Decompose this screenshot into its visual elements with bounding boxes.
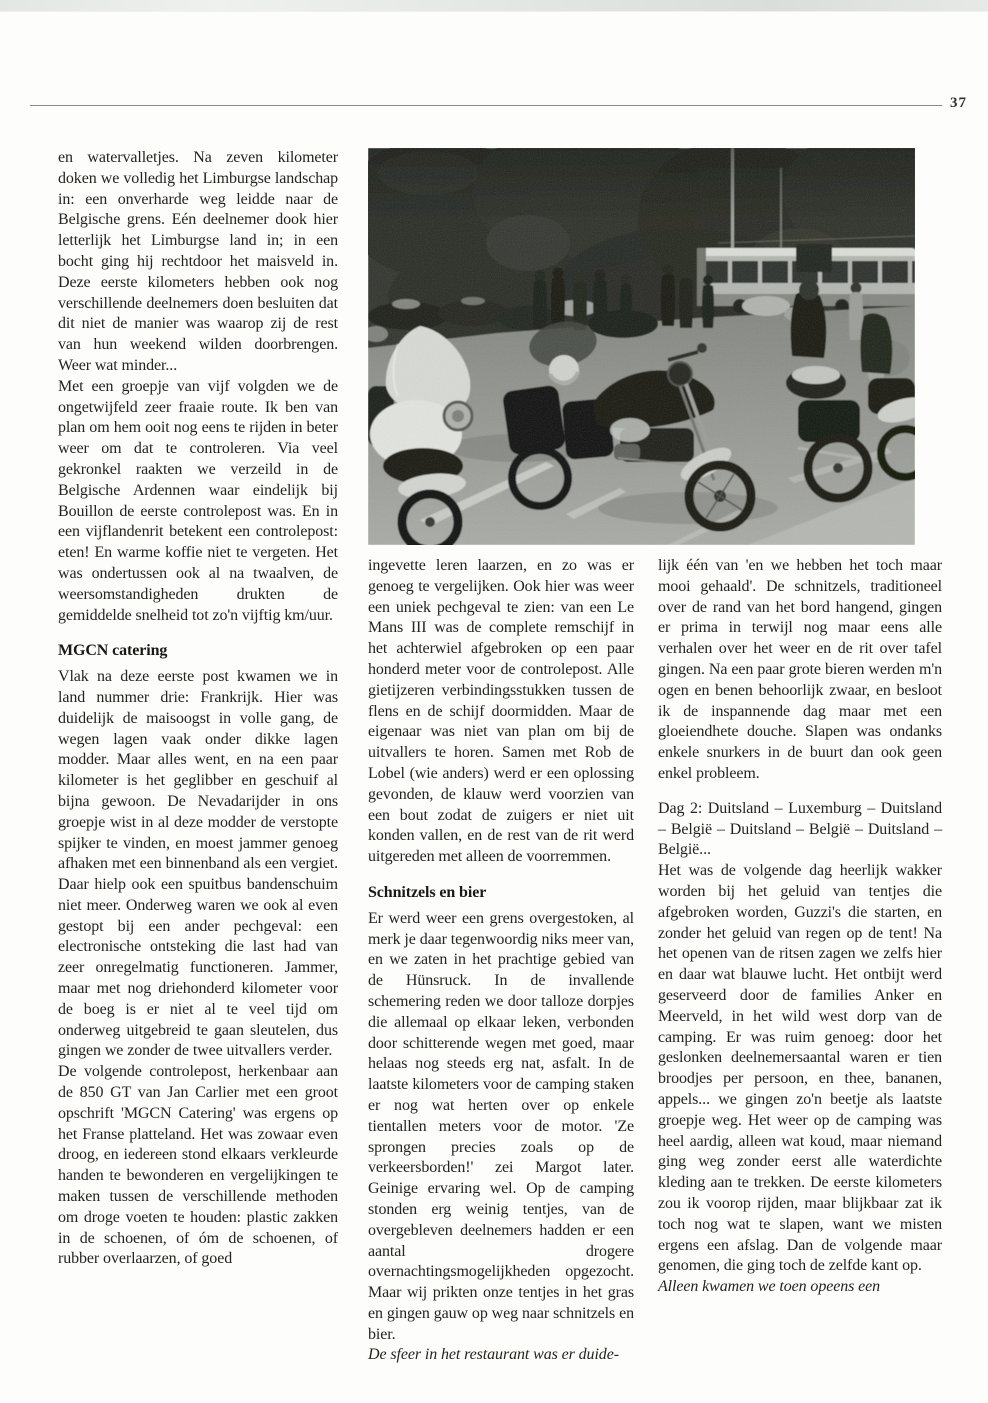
paragraph: De sfeer in het restaurant was er duide- [368,1346,619,1364]
motorcycles-photo-art [368,148,915,545]
paragraph: lijk één van 'en we hebben het toch maar mooi gehaald'. De schnitzels, traditioneel over de rand van het bord hangend, gingen er prima in terwijl nog maar eens alle verhalen over het weer en de rit over tafel gingen. Na een paar grote bieren werden m'n ogen en benen behoorlijk zwaar, en besloot ik de inspannende dag maar met een gloeiendhete douche. Slapen was ondanks enkele snurkers in de buurt dan ook geen enkel probleem. [658,557,942,782]
page-number: 37 [950,95,967,111]
page-top-band [0,0,988,12]
paragraph: De volgende controlepost, herkenbaar aan de 850 GT van Jan Carlier met een groot opschrift 'MGCN Catering' was ergens op het Franse platteland. Het was zowaar even droog, en iedereen stond elkaars verkleurde handen te bewonderen en vergelijkingen te maken tussen de verschillende methoden om droge voeten te houden: plastic zakken in de schoenen, of óm de schoenen, of rubber overlaarzen, of goed [58,1063,338,1268]
paragraph: Dag 2: Duitsland – Luxemburg – Duitsland – België – Duitsland – België – Duitsland – België... [658,799,942,859]
photo-grain [368,148,915,545]
section-heading: Schnitzels en bier [368,883,487,901]
paragraph: en watervalletjes. Na zeven kilometer doken we volledig het Limburgse landschap in: een onverharde weg leidde naar de Belgische grens. Eén deelnemer dook hier letterlijk het Limburgse land in; in een bocht ging hij rechtdoor het maisveld in. Deze eerste kilometers hebben ook nog verschillende deelnemers doen besluiten dat dit niet de manier was waarop zij de rest van hun weekend wilden doorbrengen. Weer wat minder... [58,149,338,374]
paragraph: Met een groepje van vijf volgden we de ongetwijfeld zeer fraaie route. Ik ben van plan om hem ooit nog eens te rijden in beter weer om dat te controleren. Via veel gekronkel raakten we verzeild in de Belgische Ardennen waar eindelijk bij Bouillon de eerste controlepost was. En in een vijflandenrit betekent een controlepost: eten! En warme koffie niet te vergeten. Het was ondertussen ook al na twaalven, de weersomstandigheden drukten de gemiddelde snelheid tot zo'n vijftig km/uur. [58,377,338,624]
paragraph: Alleen kwamen we toen opeens een [658,1278,881,1296]
paragraph: Het was de volgende dag heerlijk wakker worden bij het geluid van tentjes die afgebroken worden, Guzzi's die starten, en zonder het geluid van regen op de tent! Na het openen van de ritsen zagen we zelfs hier en daar wat blauwe lucht. Het ontbijt werd geserveerd door de families Anker en Meerveld, in het wild west dorp van de camping. Er was ruim genoeg: door het geslonken deelnemersaantal waren er tien broodjes per persoon, en thee, bananen, appels... we gingen zo'n beetje als laatste groepje weg. Het weer op de camping was heel aardig, alleen wat koud, maar niemand ging weg zonder eerst alle waterdichte kleding aan te trekken. De eerste kilometers zou ik voorop rijden, maar blijkbaar zat ik toch nog wat te slapen, want we misten ergens een afslag. Dan de volgende maar genomen, die ging toch de zelfde kant op. [658,862,942,1275]
motorcycles-photo [368,148,915,545]
paragraph: Vlak na deze eerste post kwamen we in land nummer drie: Frankrijk. Hier was duidelijk de maisoogst in volle gang, de wegen lagen vaak onder dikke lagen modder. Maar alles went, en na een paar kilometer is het geglibber en geschuif al bijna gewoon. De Nevadarijder in ons groepje wist in al deze modder de verstopte spijker te vinden, en moest jammer genoeg afhaken met een binnenband als een vergiet. Daar hielp ook een spuitbus bandenschuim niet meer. Onderweg waren we ook al even gestopt bij een ander pechgeval: een electronische ontsteking die last had van zeer onregelmatig functioneren. Jammer, maar met nog driehonderd kilometer voor de boeg is er niet al te veel tijd om onderweg uitgebreid te gaan sleutelen, dus gingen we zonder de twee uitvallers verder. [58,668,338,1060]
paragraph: ingevette leren laarzen, en zo was er genoeg te vergelijken. Ook hier was weer een uniek pechgeval te zien: van een Le Mans III was de complete remschijf in het achterwiel afgebroken op een paar honderd meter voor de controlepost. Alle gietijzeren verbindingsstukken tussen de flens en de schijf doormidden. Maar de eigenaar was niet van plan om bij de uitvallers te horen. Samen met Rob de Lobel (wie anders) werd er een oplossing gevonden, de klauw werd voorzien van een bout zodat de zuigers er niet uit konden vallen, en de rest van de rit werd uitgereden met alleen de voorremmen. [368,557,634,866]
section-heading: MGCN catering [58,642,168,660]
text-column-3 [658,556,942,1298]
text-column-1 [58,148,338,1270]
paragraph: Er werd weer een grens overgestoken, al merk je daar tegenwoordig niks meer van, en we zaten in het prachtige gebied van de Hünsruck. In de invallende schemering reden we door talloze dorpjes die allemaal op elkaar leken, verbonden door schitterende wegen met goed, maar helaas nog steeds erg nat, asfalt. In de laatste kilometers voor de camping staken er nog wat herten over op enkele tientallen meters voor de motor. 'Ze sprongen precies zoals op de verkeersborden!' zei Margot later. Geinige ervaring wel. Op de camping stonden erg weinig tentjes, van de overgebleven deelnemers hadden er een aantal drogere overnachtingsmogelijkheden opgezocht. Maar wij prikten onze tentjes in het gras en gingen gauw op weg naar schnitzels en bier. [368,909,634,1343]
header-rule [30,105,942,106]
text-column-2 [368,556,634,1366]
